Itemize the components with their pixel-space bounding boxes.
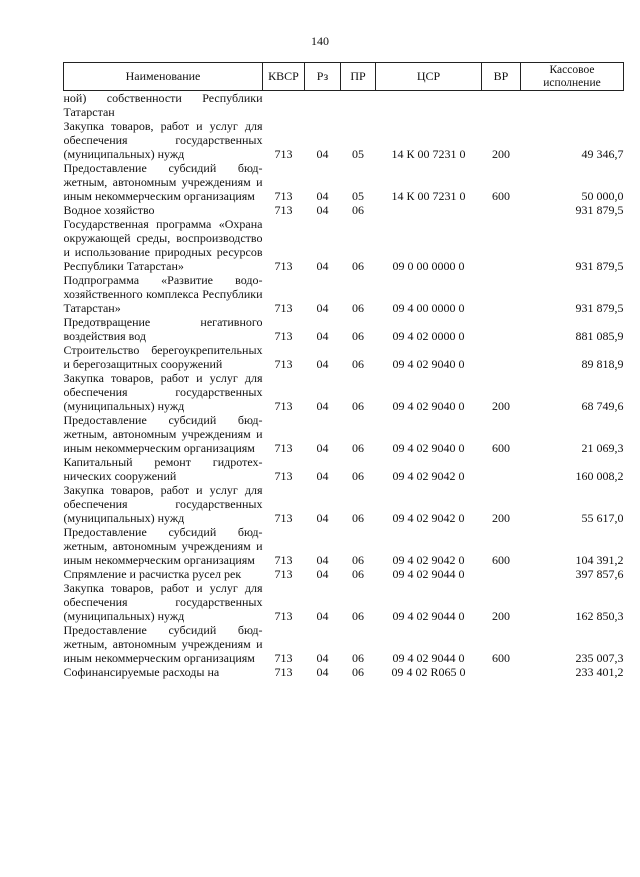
- table-row: [64, 315, 624, 343]
- cell-csr: 09 4 02 9044 0: [392, 651, 465, 665]
- cell-pr: 06: [352, 399, 364, 413]
- cell-amount: 49 346,7: [581, 147, 624, 161]
- cell-csr: 09 4 00 0000 0: [392, 301, 465, 315]
- cell-name: Закупка товаров, работ и услуг для обеспечения государственных (муниципальных) нужд: [63, 119, 263, 161]
- cell-vr: 600: [492, 441, 510, 455]
- table-row: [64, 581, 624, 623]
- cell-amount: 55 617,0: [581, 511, 624, 525]
- cell-pr: 06: [352, 553, 364, 567]
- cell-name: ной) собственности Республики Татарстан: [63, 91, 263, 119]
- cell-kvsr: 713: [274, 567, 293, 581]
- cell-kvsr: 713: [274, 665, 293, 679]
- cell-amount: 68 749,6: [581, 399, 624, 413]
- cell-csr: 09 4 02 9042 0: [392, 511, 465, 525]
- cell-amount: 89 818,9: [581, 357, 624, 371]
- cell-rz: 04: [316, 665, 329, 679]
- cell-vr: [482, 91, 521, 120]
- cell-kvsr: 713: [274, 609, 293, 623]
- cell-pr: [341, 91, 376, 120]
- table-row: [64, 623, 624, 665]
- table-row: [64, 483, 624, 525]
- table-row: [64, 567, 624, 581]
- cell-name: Капитальный ремонт гидротехнических сооружений: [63, 455, 263, 483]
- cell-kvsr: 713: [274, 147, 293, 161]
- cell-name: Предоставление субсидий бюджетным, автономным учреждениям и иным некоммерческим организациям: [63, 161, 263, 203]
- header-pr: ПР: [341, 63, 376, 91]
- table-row: [64, 371, 624, 413]
- table-row: [64, 217, 624, 273]
- cell-kvsr: 713: [274, 511, 293, 525]
- header-vr: ВР: [482, 63, 521, 91]
- cell-csr: 09 4 02 9040 0: [392, 399, 465, 413]
- cell-rz: 04: [316, 567, 329, 581]
- table-row: [64, 161, 624, 203]
- cell-kvsr: 713: [274, 651, 293, 665]
- cell-vr: [482, 315, 521, 343]
- cell-pr: 06: [352, 203, 364, 217]
- cell-amount: 881 085,9: [575, 329, 624, 343]
- cell-rz: 04: [316, 357, 329, 371]
- cell-csr: 09 0 00 0000 0: [392, 259, 465, 273]
- cell-kvsr: 713: [274, 441, 293, 455]
- table-row: [64, 203, 624, 217]
- cell-name: Закупка товаров, работ и услуг для обеспечения государственных (муниципальных) нужд: [63, 371, 263, 413]
- cell-pr: 06: [352, 651, 364, 665]
- cell-pr: 06: [352, 511, 364, 525]
- table-row: [64, 455, 624, 483]
- cell-rz: 04: [316, 399, 329, 413]
- header-amount: Кассовое исполнение: [521, 63, 624, 91]
- header-kvsr: КВСР: [263, 63, 305, 91]
- cell-csr: 14 К 00 7231 0: [391, 147, 466, 161]
- cell-kvsr: [263, 91, 305, 120]
- cell-kvsr: 713: [274, 203, 293, 217]
- cell-csr: 14 К 00 7231 0: [391, 189, 466, 203]
- budget-execution-table: [63, 62, 624, 679]
- cell-name: Предоставление субсидий бюджетным, автономным учреждениям и иным некоммерческим организациям: [63, 413, 263, 455]
- cell-rz: 04: [316, 301, 329, 315]
- table-row: [64, 273, 624, 315]
- cell-kvsr: 713: [274, 301, 293, 315]
- cell-pr: 06: [352, 665, 364, 679]
- table-row: [64, 119, 624, 161]
- cell-vr: 200: [492, 399, 510, 413]
- cell-csr: 09 4 02 9040 0: [392, 441, 465, 455]
- cell-vr: [482, 665, 521, 679]
- cell-pr: 06: [352, 357, 364, 371]
- cell-vr: 200: [492, 147, 510, 161]
- cell-name: Софинансируемые расходы на: [63, 665, 220, 679]
- cell-kvsr: 713: [274, 469, 293, 483]
- table-row: [64, 665, 624, 679]
- cell-rz: 04: [316, 329, 329, 343]
- cell-kvsr: 713: [274, 553, 293, 567]
- cell-name: Закупка товаров, работ и услуг для обеспечения государственных (муниципальных) нужд: [63, 581, 263, 623]
- cell-pr: 06: [352, 441, 364, 455]
- cell-rz: 04: [316, 651, 329, 665]
- cell-name: Спрямление и расчистка русел рек: [63, 567, 242, 581]
- cell-csr: [376, 203, 482, 217]
- cell-amount: 50 000,0: [581, 189, 624, 203]
- cell-rz: [305, 91, 341, 120]
- cell-amount: 397 857,6: [575, 567, 624, 581]
- cell-rz: 04: [316, 147, 329, 161]
- header-rz: Рз: [305, 63, 341, 91]
- cell-rz: 04: [316, 189, 329, 203]
- cell-amount: 21 069,3: [581, 441, 624, 455]
- cell-csr: [376, 91, 482, 120]
- cell-vr: 600: [492, 553, 510, 567]
- cell-name: Подпрограмма «Развитие водохозяйственного комплекса Республики Татарстан»: [63, 273, 263, 315]
- cell-pr: 06: [352, 567, 364, 581]
- cell-amount: 931 879,5: [575, 259, 624, 273]
- cell-amount: 235 007,3: [575, 651, 624, 665]
- cell-kvsr: 713: [274, 189, 293, 203]
- cell-csr: 09 4 02 0000 0: [392, 329, 465, 343]
- table-row: [64, 413, 624, 455]
- cell-pr: 06: [352, 329, 364, 343]
- cell-csr: 09 4 02 9042 0: [392, 553, 465, 567]
- cell-vr: 200: [492, 609, 510, 623]
- cell-pr: 06: [352, 469, 364, 483]
- cell-name: Предотвращение негативного воздействия вод: [63, 315, 263, 343]
- cell-name: Строительство берегоукрепительных и берегозащитных сооружений: [63, 343, 263, 371]
- table-body: [64, 91, 624, 680]
- cell-amount: 931 879,5: [575, 301, 624, 315]
- table-row: [64, 525, 624, 567]
- cell-rz: 04: [316, 511, 329, 525]
- cell-rz: 04: [316, 609, 329, 623]
- cell-amount: 104 391,2: [575, 553, 624, 567]
- header-csr: ЦСР: [376, 63, 482, 91]
- cell-pr: 06: [352, 301, 364, 315]
- cell-amount: 233 401,2: [575, 665, 624, 679]
- cell-vr: 600: [492, 189, 510, 203]
- cell-vr: [482, 567, 521, 581]
- header-name: Наименование: [64, 63, 263, 91]
- cell-name: Государственная программа «Охрана окружающей среды, воспроизводство и использование природных ресурсов Республики Татарстан»: [63, 217, 263, 273]
- cell-amount: 160 008,2: [575, 469, 624, 483]
- cell-vr: 200: [492, 511, 510, 525]
- cell-csr: 09 4 02 9040 0: [392, 357, 465, 371]
- cell-csr: 09 4 02 9044 0: [392, 567, 465, 581]
- table-row: [64, 343, 624, 371]
- cell-pr: 06: [352, 259, 364, 273]
- cell-kvsr: 713: [274, 259, 293, 273]
- cell-kvsr: 713: [274, 329, 293, 343]
- cell-rz: 04: [316, 203, 329, 217]
- cell-vr: 600: [492, 651, 510, 665]
- cell-name: Закупка товаров, работ и услуг для обеспечения государственных (муниципальных) нужд: [63, 483, 263, 525]
- cell-name: Предоставление субсидий бюджетным, автономным учреждениям и иным некоммерческим организациям: [63, 525, 263, 567]
- cell-vr: [482, 203, 521, 217]
- cell-name: Водное хозяйство: [63, 203, 155, 217]
- cell-rz: 04: [316, 553, 329, 567]
- cell-rz: 04: [316, 259, 329, 273]
- cell-amount: 162 850,3: [575, 609, 624, 623]
- cell-vr: [482, 217, 521, 273]
- cell-csr: 09 4 02 9042 0: [392, 469, 465, 483]
- cell-csr: 09 4 02 R065 0: [391, 665, 466, 679]
- cell-amount: 931 879,5: [575, 203, 624, 217]
- cell-kvsr: 713: [274, 357, 293, 371]
- table-header: [64, 63, 624, 91]
- cell-kvsr: 713: [274, 399, 293, 413]
- cell-name: Предоставление субсидий бюджетным, автономным учреждениям и иным некоммерческим организациям: [63, 623, 263, 665]
- cell-vr: [482, 343, 521, 371]
- cell-csr: 09 4 02 9044 0: [392, 609, 465, 623]
- cell-pr: 05: [352, 189, 364, 203]
- cell-rz: 04: [316, 441, 329, 455]
- cell-pr: 05: [352, 147, 364, 161]
- cell-vr: [482, 455, 521, 483]
- cell-pr: 06: [352, 609, 364, 623]
- cell-amount: [521, 91, 624, 120]
- cell-rz: 04: [316, 469, 329, 483]
- table-row: [64, 91, 624, 120]
- page-number: 140: [311, 34, 329, 48]
- cell-vr: [482, 273, 521, 315]
